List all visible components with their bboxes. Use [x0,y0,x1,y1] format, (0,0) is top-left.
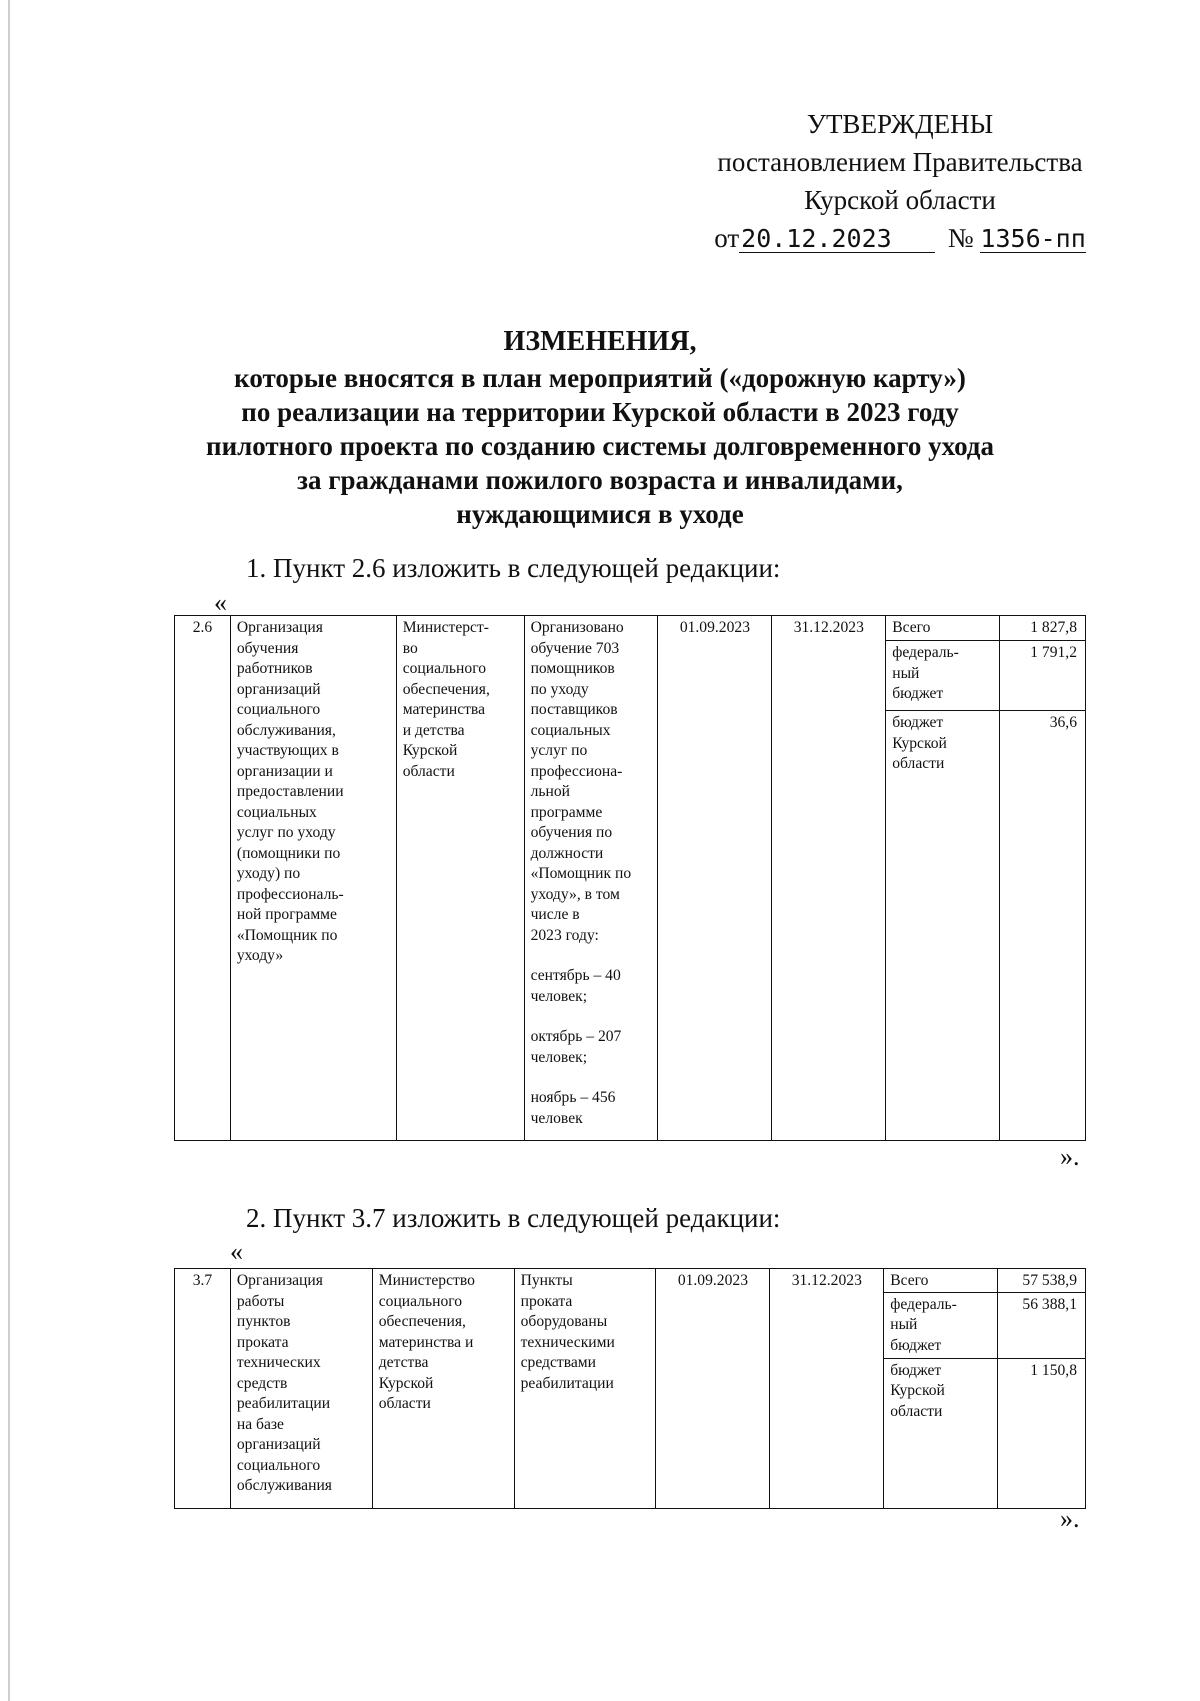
end-date: 31.12.2023 [770,1269,884,1509]
cell-line: Курской [890,1382,945,1399]
funding-amount-federal: 56 388,1 [998,1292,1086,1358]
result-segment [531,1027,652,1068]
cell-line: обеспечения, [402,680,490,698]
cell-line: Организация [236,1272,323,1289]
result-cell [524,616,658,1141]
cell-line: услуг по [530,742,588,759]
cell-line: уходу», в том [530,885,620,903]
cell-line: «Помощник по [530,865,632,882]
result-segment [521,1271,650,1394]
approval-block [700,105,1100,257]
heading-line: за гражданами пожилого возраста и инвалидами, [297,465,903,495]
cell-line: Всего [890,1272,929,1289]
cell-line: ной программе [236,906,337,923]
cell-line: Курской [892,734,947,752]
table-row [175,1269,1086,1293]
open-quote-1: « [214,588,227,617]
cell-line: социальных [530,721,611,739]
heading-line: которые вносятся в план мероприятий («дорожную карту») [234,363,966,393]
result-segment [531,618,652,946]
funding-source-lines [892,713,993,775]
funding-amount-federal: 1 791,2 [1000,641,1086,711]
cell-line: Организация [236,619,323,636]
cell-line: социального [236,1456,321,1474]
cell-line: поставщиков [530,701,618,718]
close-quote-1: ». [1060,1142,1080,1171]
cell-line: обучение 703 [530,639,620,657]
funding-amount-regional: 1 150,8 [998,1358,1086,1508]
item-number: 2.6 [175,616,231,1141]
funding-source-total [886,616,1000,641]
cell-line: области [892,755,945,772]
cell-line: предоставлении [236,783,344,800]
cell-line: работы [236,1292,285,1310]
event-cell [230,616,396,1141]
point-1-text: 1. Пункт 2.6 изложить в следующей редакции: [246,553,781,583]
executor-lines [403,618,518,782]
cell-line: Организовано [530,619,624,636]
executor-lines [379,1271,508,1415]
cell-line: «Помощник по [236,926,338,944]
cell-line: человек [530,1109,583,1127]
cell-line: области [378,1395,431,1412]
cell-line: Пункты [520,1272,573,1289]
cell-line: во [402,639,418,657]
close-quote-2: ». [1060,1504,1080,1533]
heading-line: нуждающимися в уходе [456,499,744,529]
cell-line: ный [890,1316,918,1333]
cell-line: проката [520,1292,573,1310]
cell-line: материнства и [378,1333,474,1351]
approval-line-1: постановлением Правительства [717,147,1083,177]
cell-line: средств [236,1374,288,1392]
cell-line: области [402,762,455,780]
cell-line: услуг по уходу [236,824,336,841]
cell-line: пунктов [236,1313,291,1330]
start-date: 01.09.2023 [656,1269,770,1509]
cell-line: октябрь – 207 [530,1028,622,1045]
cell-line: ноябрь – 456 [530,1089,616,1106]
cell-line: техническими [520,1333,615,1351]
cell-line: социального [378,1292,463,1310]
cell-line: организаций [236,1436,321,1453]
point-2-text: 2. Пункт 3.7 изложить в следующей редакции: [246,1203,781,1233]
result-cell [514,1269,656,1509]
cell-line: бюджет [892,685,944,702]
table-row [175,616,1086,641]
cell-line: сентябрь – 40 [530,967,621,984]
funding-source-lines [892,618,993,639]
cell-line: числе в [530,906,580,923]
entry-table-3-7 [174,1268,1086,1509]
cell-line: организаций [236,680,321,698]
cell-line: Курской [402,742,458,759]
cell-line: Министерство [378,1272,475,1289]
funding-source-lines [892,643,993,705]
cell-line: обслуживания, [236,721,336,739]
event-lines [237,1271,366,1497]
cell-line: участвующих в [236,742,339,759]
cell-line: по уходу [530,680,589,698]
funding-source-lines [890,1295,991,1357]
result-lines [531,618,652,1129]
funding-source-federal [884,1292,998,1358]
funding-source-regional [884,1358,998,1508]
cell-line: реабилитации [520,1374,614,1392]
cell-line: (помощники по [236,844,341,862]
cell-line: обслуживания [236,1477,332,1494]
cell-line: обучения [236,639,299,657]
cell-line: обеспечения, [378,1313,466,1330]
cell-line: бюджет [890,1336,942,1354]
cell-line: и детства [402,721,465,739]
cell-line: технических [236,1354,321,1371]
cell-line: работников [236,660,313,677]
cell-line: социальных [236,803,317,821]
cell-line: ный [892,664,920,682]
number-prefix: № [947,223,974,253]
approval-line-2: Курской области [804,185,996,215]
start-date: 01.09.2023 [658,616,772,1141]
cell-line: средствами [520,1354,597,1371]
heading-title: ИЗМЕНЕНИЯ, [503,326,697,357]
funding-amount-total: 57 538,9 [998,1269,1086,1293]
scan-edge-line [8,0,10,1701]
cell-line: организации и [236,762,333,780]
entry-table-2-6 [174,615,1086,1141]
cell-line: помощников [530,660,615,677]
result-segment [531,1088,652,1129]
cell-line: федераль- [890,1295,957,1313]
approval-date: 20.12.2023 [739,226,935,253]
cell-line: на базе [236,1415,284,1433]
cell-line: должности [530,844,604,862]
cell-line: Курской [378,1374,434,1392]
item-number: 3.7 [175,1269,231,1509]
cell-line: человек; [530,987,588,1005]
cell-line: детства [378,1354,429,1371]
cell-line: человек; [530,1048,588,1066]
event-cell [230,1269,372,1509]
funding-source-federal [886,641,1000,711]
executor-cell [372,1269,514,1509]
cell-line: федераль- [892,644,959,661]
approval-title: УТВЕРЖДЕНЫ [806,109,994,139]
funding-amount-total: 1 827,8 [1000,616,1086,641]
cell-line: уходу» [236,947,284,964]
result-lines [521,1271,650,1394]
date-prefix: от [714,223,740,253]
result-segment [531,966,652,1007]
cell-line: Министерст- [402,619,489,636]
cell-line: уходу) по [236,865,301,882]
approval-date-line [700,219,1100,257]
cell-line: оборудованы [520,1313,608,1330]
cell-line: области [890,1402,943,1420]
funding-source-lines [890,1271,991,1292]
approval-number: 1356-пп [980,224,1086,253]
cell-line: программе [530,803,603,821]
heading-line: пилотного проекта по созданию системы долговременного ухода [206,431,994,461]
heading-line: по реализации на территории Курской области в 2023 году [241,397,959,427]
cell-line: бюджет [890,1361,942,1379]
cell-line: материнства [402,701,486,718]
executor-cell [396,616,524,1141]
end-date: 31.12.2023 [772,616,886,1141]
funding-source-regional [886,711,1000,1141]
open-quote-2: « [230,1237,243,1266]
cell-line: реабилитации [236,1395,331,1412]
cell-line: социального [402,660,486,677]
cell-line: социального [236,701,321,718]
funding-source-total [884,1269,998,1293]
cell-line: профессиона- [530,762,623,780]
funding-source-lines [890,1361,991,1423]
cell-line: 2023 году: [530,926,599,944]
event-lines [237,618,390,967]
cell-line: бюджет [892,714,944,731]
funding-amount-regional: 36,6 [1000,711,1086,1141]
cell-line: обучения по [530,824,613,841]
cell-line: профессиональ- [236,885,344,903]
cell-line: проката [236,1333,289,1351]
cell-line: льной [530,783,570,800]
document-heading [150,325,1050,531]
cell-line: Всего [892,619,931,636]
